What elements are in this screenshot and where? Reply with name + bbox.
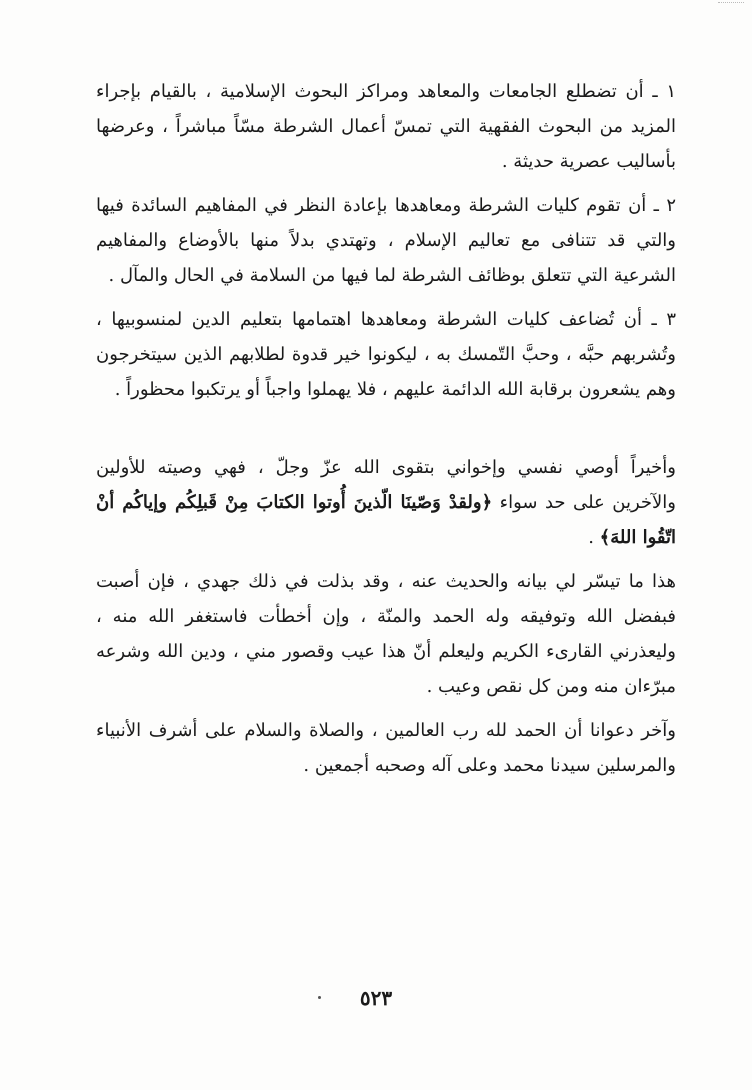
recommendation-text: أن تُضاعف كليات الشرطة ومعاهدها اهتمامها بتعليم الدين لمنسوبيها ، وتُشربهم حبَّه ، وحبَّ التّمسك به ، ليكونوا خير قدوة لطلابهم الذين سيتخرجون وهم يشعرون برقابة الله الدائمة عليهم ، فلا يهملوا واجباً أو يرتكبوا محظوراً .	[96, 309, 676, 400]
quran-quote: ﴿ولقدْ وَصّينَا الّذينَ أُوتوا الكتابَ مِنْ قَبلِكُم وإياكُم أنْ اتّقُوا اللهَ﴾	[96, 492, 676, 548]
recommendation-3	[96, 302, 676, 407]
closing-text: وأخيراً أوصي نفسي وإخواني بتقوى الله عزّ وجلّ ، فهي وصيته للأولين والآخرين على حد سواء	[96, 457, 676, 513]
recommendation-text: أن تضطلع الجامعات والمعاهد ومراكز البحوث الإسلامية ، بالقيام بإجراء المزيد من البحوث الفقهية التي تمسّ أعمال الشرطة مسّاً مباشراً ، وعرضها بأساليب عصرية حديثة .	[96, 81, 676, 172]
recommendation-number: ٣ ـ	[651, 309, 676, 330]
apology-paragraph	[96, 564, 676, 704]
final-prayer-paragraph	[96, 713, 676, 783]
recommendation-number: ١ ـ	[652, 81, 676, 102]
recommendation-1	[96, 74, 676, 179]
recommendation-text: أن تقوم كليات الشرطة ومعاهدها بإعادة النظر في المفاهيم السائدة فيها والتي قد تتنافى مع تعاليم الإسلام ، وتهتدي بدلاً منها بالأوضاع والمفاهيم الشرعية التي تتعلق بوظائف الشرطة لما فيها من السلامة في الحال والمآل .	[96, 195, 676, 286]
closing-paragraph	[96, 450, 676, 555]
scan-corner-mark	[718, 2, 744, 7]
recommendation-2	[96, 188, 676, 293]
recommendation-number: ٢ ـ	[653, 195, 676, 216]
final-prayer-text: وآخر دعوانا أن الحمد لله رب العالمين ، والصلاة والسلام على أشرف الأنبياء والمرسلين سيدنا محمد وعلى آله وصحبه أجمعين .	[96, 720, 676, 776]
page-number: ٥٢٣	[359, 986, 393, 1010]
apology-text: هذا ما تيسّر لي بيانه والحديث عنه ، وقد بذلت في ذلك جهدي ، فإن أصبت فبفضل الله وتوفيقه وله الحمد والمنّة ، وإن أخطأت فاستغفر الله منه ، وليعذرني القارىء الكريم وليعلم أنّ هذا عيب وقصور مني ، ودين الله وشرعه مبرّءان منه ومن كل نقص وعيب .	[96, 571, 676, 697]
closing-end: .	[588, 527, 594, 548]
